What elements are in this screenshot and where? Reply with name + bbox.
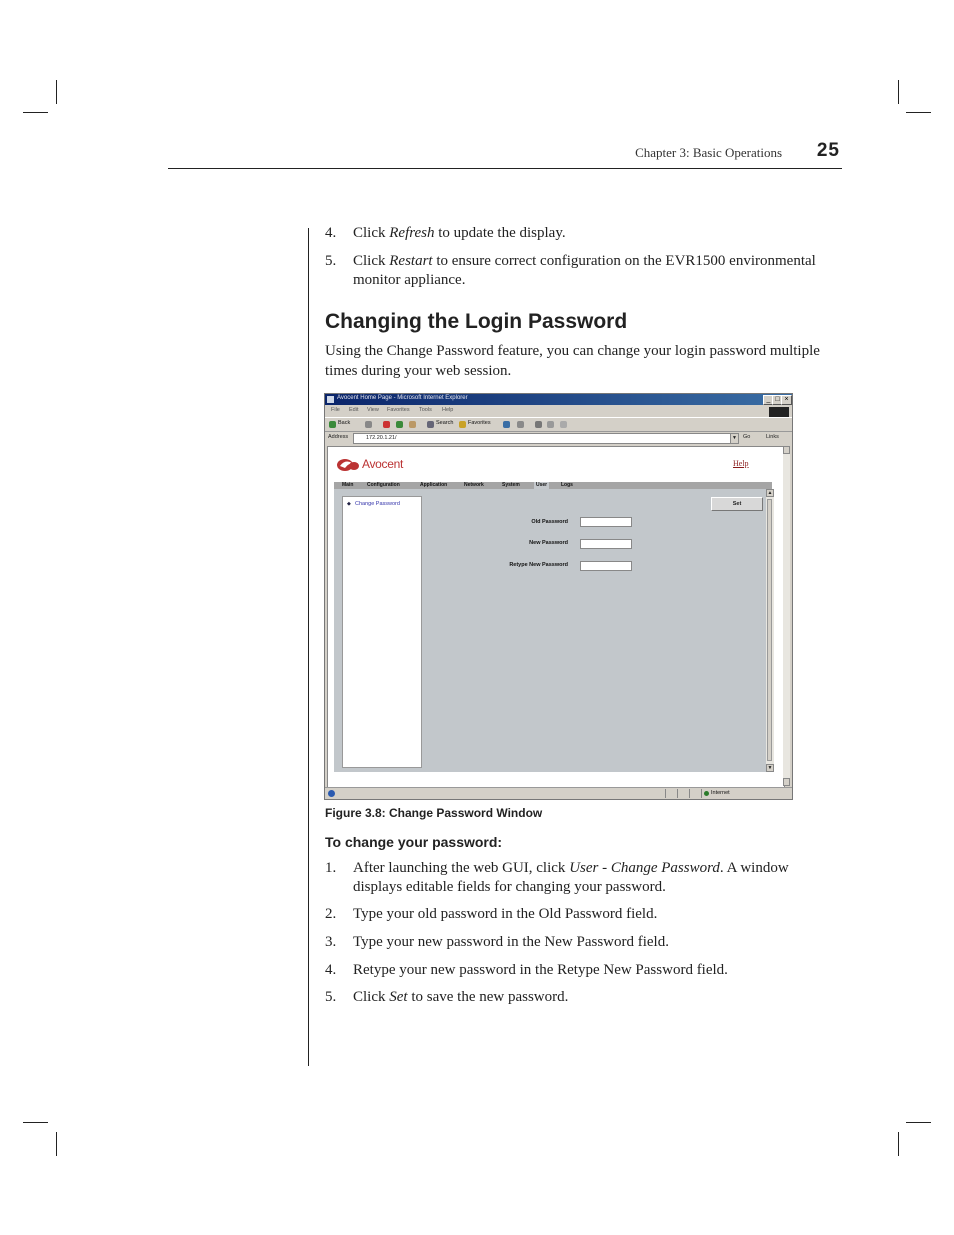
step-number: 4. xyxy=(325,225,337,241)
step-text: to save the new password. xyxy=(407,989,569,1005)
address-bar xyxy=(325,432,792,444)
window-title: Avocent Home Page - Microsoft Internet Explorer xyxy=(337,395,468,401)
crop-mark xyxy=(23,1122,48,1123)
scroll-up-icon[interactable] xyxy=(783,446,790,454)
status-divider xyxy=(689,789,690,798)
crop-mark xyxy=(898,1132,899,1156)
new-password-label: New Password xyxy=(529,540,568,546)
step-text: Click xyxy=(353,253,390,269)
address-url: 172.20.1.21/ xyxy=(366,435,397,441)
tab-logs[interactable]: Logs xyxy=(561,482,573,488)
menu-bar xyxy=(325,405,792,416)
step-number: 2. xyxy=(325,906,337,922)
print-icon[interactable] xyxy=(535,421,542,428)
scroll-up-icon[interactable]: ▲ xyxy=(767,490,773,496)
page-icon xyxy=(328,790,335,797)
address-input[interactable] xyxy=(353,433,739,444)
crop-mark xyxy=(23,112,48,113)
favorites-icon[interactable] xyxy=(459,421,466,428)
step-emphasis: Set xyxy=(389,989,408,1005)
menu-edit[interactable]: Edit xyxy=(349,407,359,413)
step-number: 4. xyxy=(325,962,337,978)
bullet-icon: ◆ xyxy=(347,501,351,507)
browser-toolbar xyxy=(325,417,792,432)
section-heading: Changing the Login Password xyxy=(325,310,628,333)
retype-password-field[interactable] xyxy=(580,561,632,571)
stop-icon[interactable] xyxy=(383,421,390,428)
page-viewport xyxy=(327,446,785,788)
status-bar xyxy=(325,787,792,799)
back-button[interactable]: Back xyxy=(338,420,351,426)
step-number: 5. xyxy=(325,989,337,1005)
minimize-icon[interactable]: _ xyxy=(763,395,774,405)
discuss-icon[interactable] xyxy=(560,421,567,428)
windows-logo-icon xyxy=(769,407,789,417)
back-arrow-icon[interactable] xyxy=(329,421,336,428)
figure-caption: Figure 3.8: Change Password Window xyxy=(325,806,543,820)
go-button[interactable]: Go xyxy=(743,434,751,440)
crop-mark xyxy=(898,80,899,104)
ie-icon xyxy=(327,396,334,403)
search-button[interactable]: Search xyxy=(436,420,454,426)
old-password-field[interactable] xyxy=(580,517,632,527)
address-label: Address xyxy=(328,434,349,440)
step-text: to update the display. xyxy=(434,225,566,241)
status-divider xyxy=(665,789,666,798)
edit-icon[interactable] xyxy=(547,421,554,428)
step-text: Type your new password in the New Password field. xyxy=(353,934,669,950)
tab-system[interactable]: System xyxy=(502,482,520,488)
forward-arrow-icon[interactable] xyxy=(365,421,372,428)
step-number: 3. xyxy=(325,934,337,950)
crop-mark xyxy=(906,1122,931,1123)
step-emphasis: User - Change Password xyxy=(569,860,720,876)
tab-configuration[interactable]: Configuration xyxy=(367,482,400,488)
margin-rule xyxy=(308,228,309,1066)
menu-file[interactable]: File xyxy=(331,407,340,413)
step-text: Type your old password in the Old Password field. xyxy=(353,906,658,922)
sidebar-item-change-password[interactable]: Change Password xyxy=(355,501,400,507)
links-button[interactable]: Links xyxy=(766,434,779,440)
favorites-button[interactable]: Favorites xyxy=(468,420,491,426)
step-emphasis: Restart xyxy=(389,253,433,269)
menu-view[interactable]: View xyxy=(367,407,379,413)
crop-mark xyxy=(906,112,931,113)
retype-password-label: Retype New Password xyxy=(509,562,568,568)
inner-scrollbar[interactable] xyxy=(766,489,774,772)
page-number: 25 xyxy=(816,140,840,161)
procedure-heading: To change your password: xyxy=(325,834,503,850)
step-text: . A window displays editable fields for changing your password. xyxy=(353,860,789,895)
header-rule xyxy=(168,168,842,169)
menu-favorites[interactable]: Favorites xyxy=(387,407,410,413)
menu-help[interactable]: Help xyxy=(442,407,454,413)
step-number: 1. xyxy=(325,860,337,876)
section-paragraph: Using the Change Password feature, you can change your login password multiple times during your web session. xyxy=(325,343,820,379)
history-icon[interactable] xyxy=(503,421,510,428)
refresh-icon[interactable] xyxy=(396,421,403,428)
dropdown-arrow-icon[interactable]: ▼ xyxy=(730,434,738,443)
status-divider xyxy=(701,789,702,798)
scroll-down-icon[interactable]: ▼ xyxy=(767,765,773,771)
home-icon[interactable] xyxy=(409,421,416,428)
running-header-chapter: Chapter 3: Basic Operations xyxy=(635,145,782,160)
crop-mark xyxy=(56,1132,57,1156)
scroll-thumb[interactable] xyxy=(767,499,772,761)
window-titlebar xyxy=(325,394,792,405)
close-icon[interactable]: × xyxy=(781,395,792,405)
step-emphasis: Refresh xyxy=(389,225,435,241)
step-text: Retype your new password in the Retype New Password field. xyxy=(353,962,728,978)
status-zone: Internet xyxy=(711,790,730,796)
step-text: After launching the web GUI, click xyxy=(353,860,570,876)
tab-user[interactable]: User xyxy=(536,482,548,488)
tab-application[interactable]: Application xyxy=(420,482,448,488)
internet-zone-icon xyxy=(704,791,709,796)
content-panel xyxy=(334,489,772,772)
avocent-logo-text: Avocent xyxy=(362,457,404,471)
scroll-down-icon[interactable] xyxy=(783,778,790,786)
nav-tabs xyxy=(334,482,772,489)
crop-mark xyxy=(56,80,57,104)
avocent-logo-icon xyxy=(336,457,362,472)
new-password-field[interactable] xyxy=(580,539,632,549)
set-button[interactable]: Set xyxy=(711,497,763,511)
search-icon[interactable] xyxy=(427,421,434,428)
status-divider xyxy=(677,789,678,798)
step-number: 5. xyxy=(325,253,337,269)
menu-tools[interactable]: Tools xyxy=(419,407,432,413)
browser-screenshot xyxy=(324,393,793,800)
step-text: to ensure correct configuration on the EVR1500 environmental monitor appliance. xyxy=(353,253,816,288)
maximize-icon[interactable]: □ xyxy=(772,395,783,405)
tab-network[interactable]: Network xyxy=(464,482,484,488)
old-password-label: Old Password xyxy=(531,519,568,525)
tab-main[interactable]: Main xyxy=(342,482,354,488)
page-scrollbar[interactable] xyxy=(783,446,790,786)
side-nav xyxy=(342,496,422,768)
step-text: Click xyxy=(353,989,390,1005)
mail-icon[interactable] xyxy=(517,421,524,428)
step-text: Click xyxy=(353,225,390,241)
help-link[interactable]: Help xyxy=(733,459,749,468)
